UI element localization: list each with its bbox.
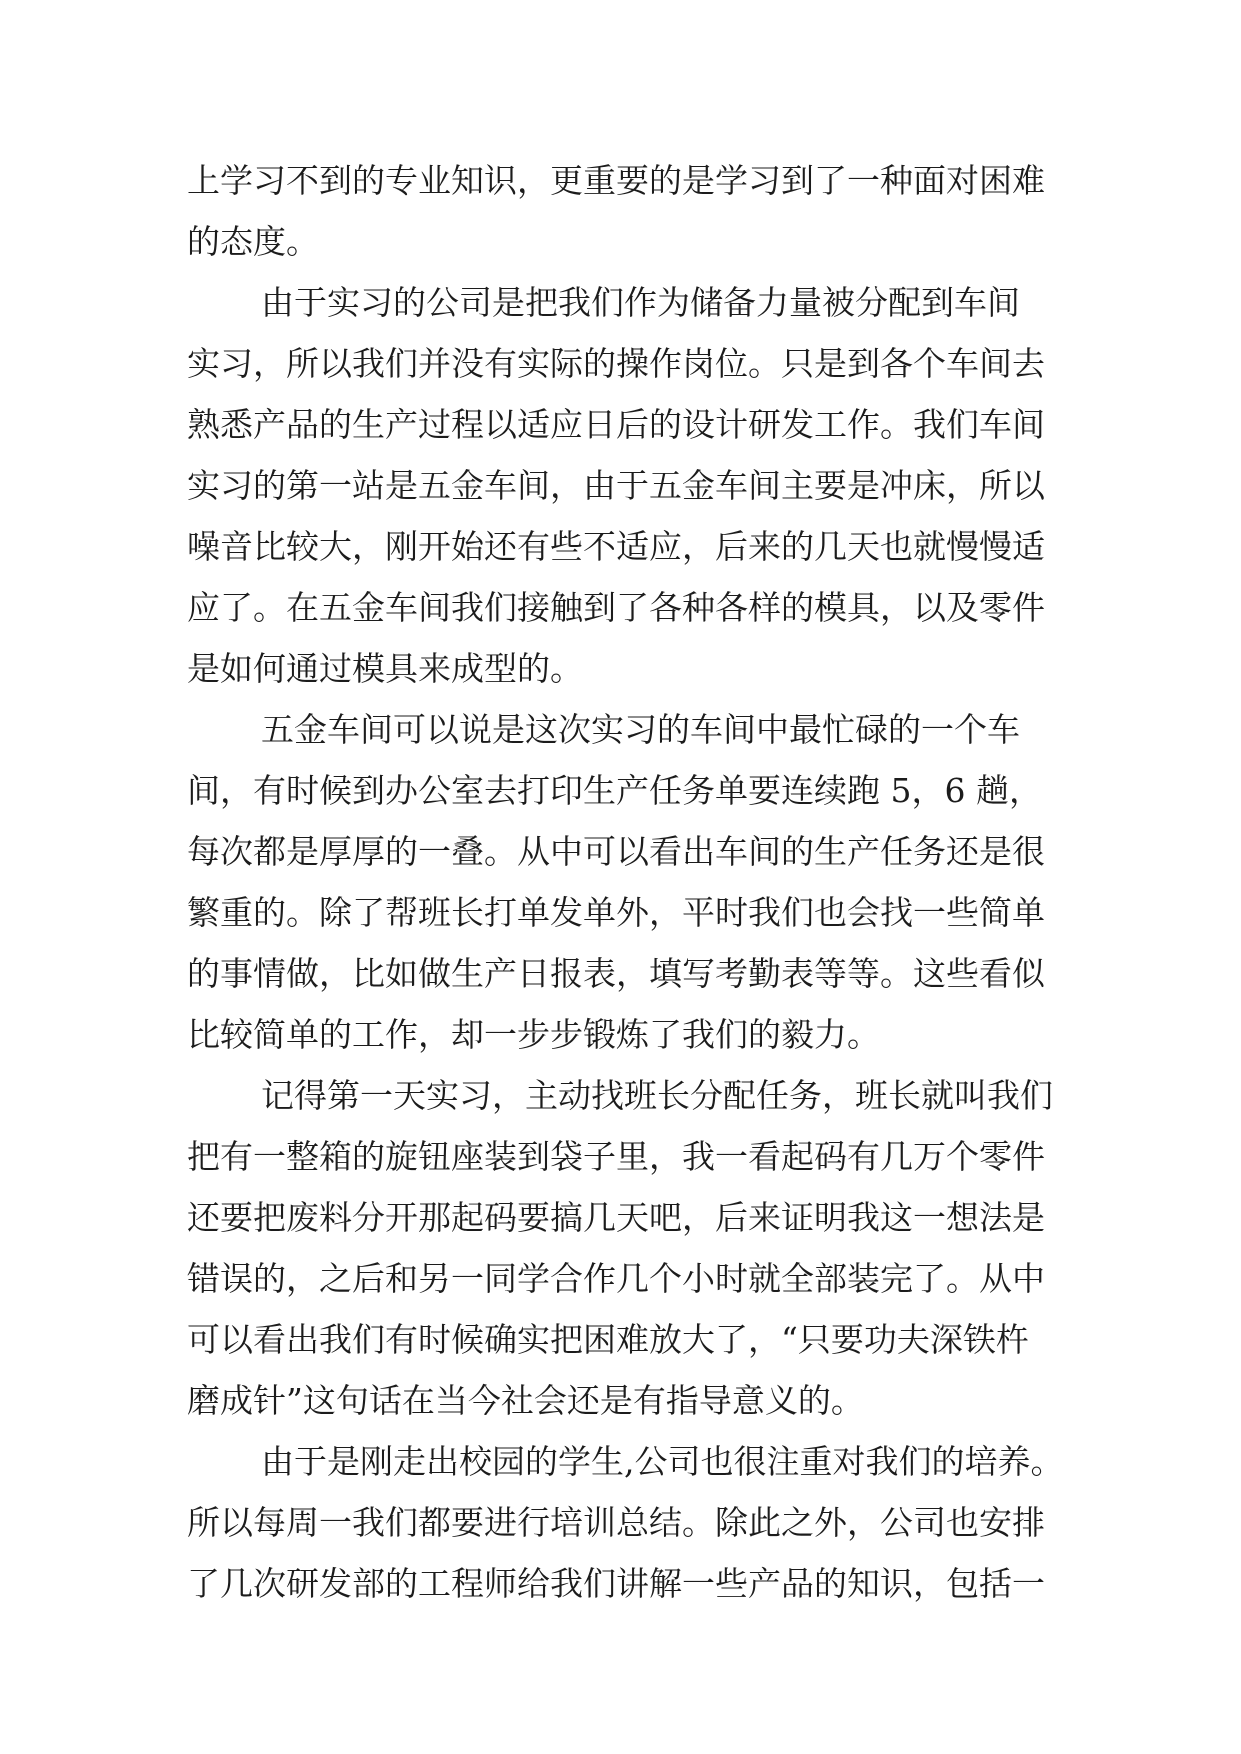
text-line: 由于实习的公司是把我们作为储备力量被分配到车间 xyxy=(261,283,1020,322)
paragraph-5 xyxy=(187,1431,1064,1614)
text-line: 噪音比较大，刚开始还有些不适应，后来的几天也就慢慢适 xyxy=(187,527,1045,566)
text-line: 的态度。 xyxy=(187,222,319,261)
text-line: 实习的第一站是五金车间，由于五金车间主要是冲床，所以 xyxy=(187,466,1045,505)
text-line: 实习，所以我们并没有实际的操作岗位。只是到各个车间去 xyxy=(187,344,1045,383)
text-line: 每次都是厚厚的一叠。从中可以看出车间的生产任务还是很 xyxy=(187,832,1045,871)
text-line: 是如何通过模具来成型的。 xyxy=(187,649,583,688)
body-text xyxy=(187,150,1064,1614)
text-line: 的事情做，比如做生产日报表，填写考勤表等等。这些看似 xyxy=(187,954,1045,993)
text-line: 记得第一天实习，主动找班长分配任务，班长就叫我们 xyxy=(261,1076,1053,1115)
text-line: 比较简单的工作，却一步步锻炼了我们的毅力。 xyxy=(187,1015,880,1054)
text-line: 可以看出我们有时候确实把困难放大了，“只要功夫深铁杵 xyxy=(187,1320,1029,1359)
text-line: 了几次研发部的工程师给我们讲解一些产品的知识，包括一 xyxy=(187,1564,1045,1603)
text-line: 五金车间可以说是这次实习的车间中最忙碌的一个车 xyxy=(261,710,1020,749)
text-line: 还要把废料分开那起码要搞几天吧，后来证明我这一想法是 xyxy=(187,1198,1045,1237)
paragraph-4 xyxy=(187,1065,1057,1431)
text-line: 应了。在五金车间我们接触到了各种各样的模具，以及零件 xyxy=(187,588,1045,627)
paragraph-2 xyxy=(187,272,1057,699)
text-line: 繁重的。除了帮班长打单发单外，平时我们也会找一些简单 xyxy=(187,893,1045,932)
text-line: 间，有时候到办公室去打印生产任务单要连续跑 5，6 趟， xyxy=(187,771,1042,810)
text-line: 所以每周一我们都要进行培训总结。除此之外，公司也安排 xyxy=(187,1503,1045,1542)
paragraph-3 xyxy=(187,699,1057,1065)
text-line: 由于是刚走出校园的学生,公司也很注重对我们的培养。 xyxy=(261,1442,1064,1481)
text-line: 上学习不到的专业知识，更重要的是学习到了一种面对困难 xyxy=(187,161,1045,200)
paragraph-1 xyxy=(187,150,1057,272)
text-line: 错误的，之后和另一同学合作几个小时就全部装完了。从中 xyxy=(187,1259,1045,1298)
text-line: 熟悉产品的生产过程以适应日后的设计研发工作。我们车间 xyxy=(187,405,1045,444)
text-line: 把有一整箱的旋钮座装到袋子里，我一看起码有几万个零件 xyxy=(187,1137,1045,1176)
text-line: 磨成针”这句话在当今社会还是有指导意义的。 xyxy=(187,1381,864,1420)
